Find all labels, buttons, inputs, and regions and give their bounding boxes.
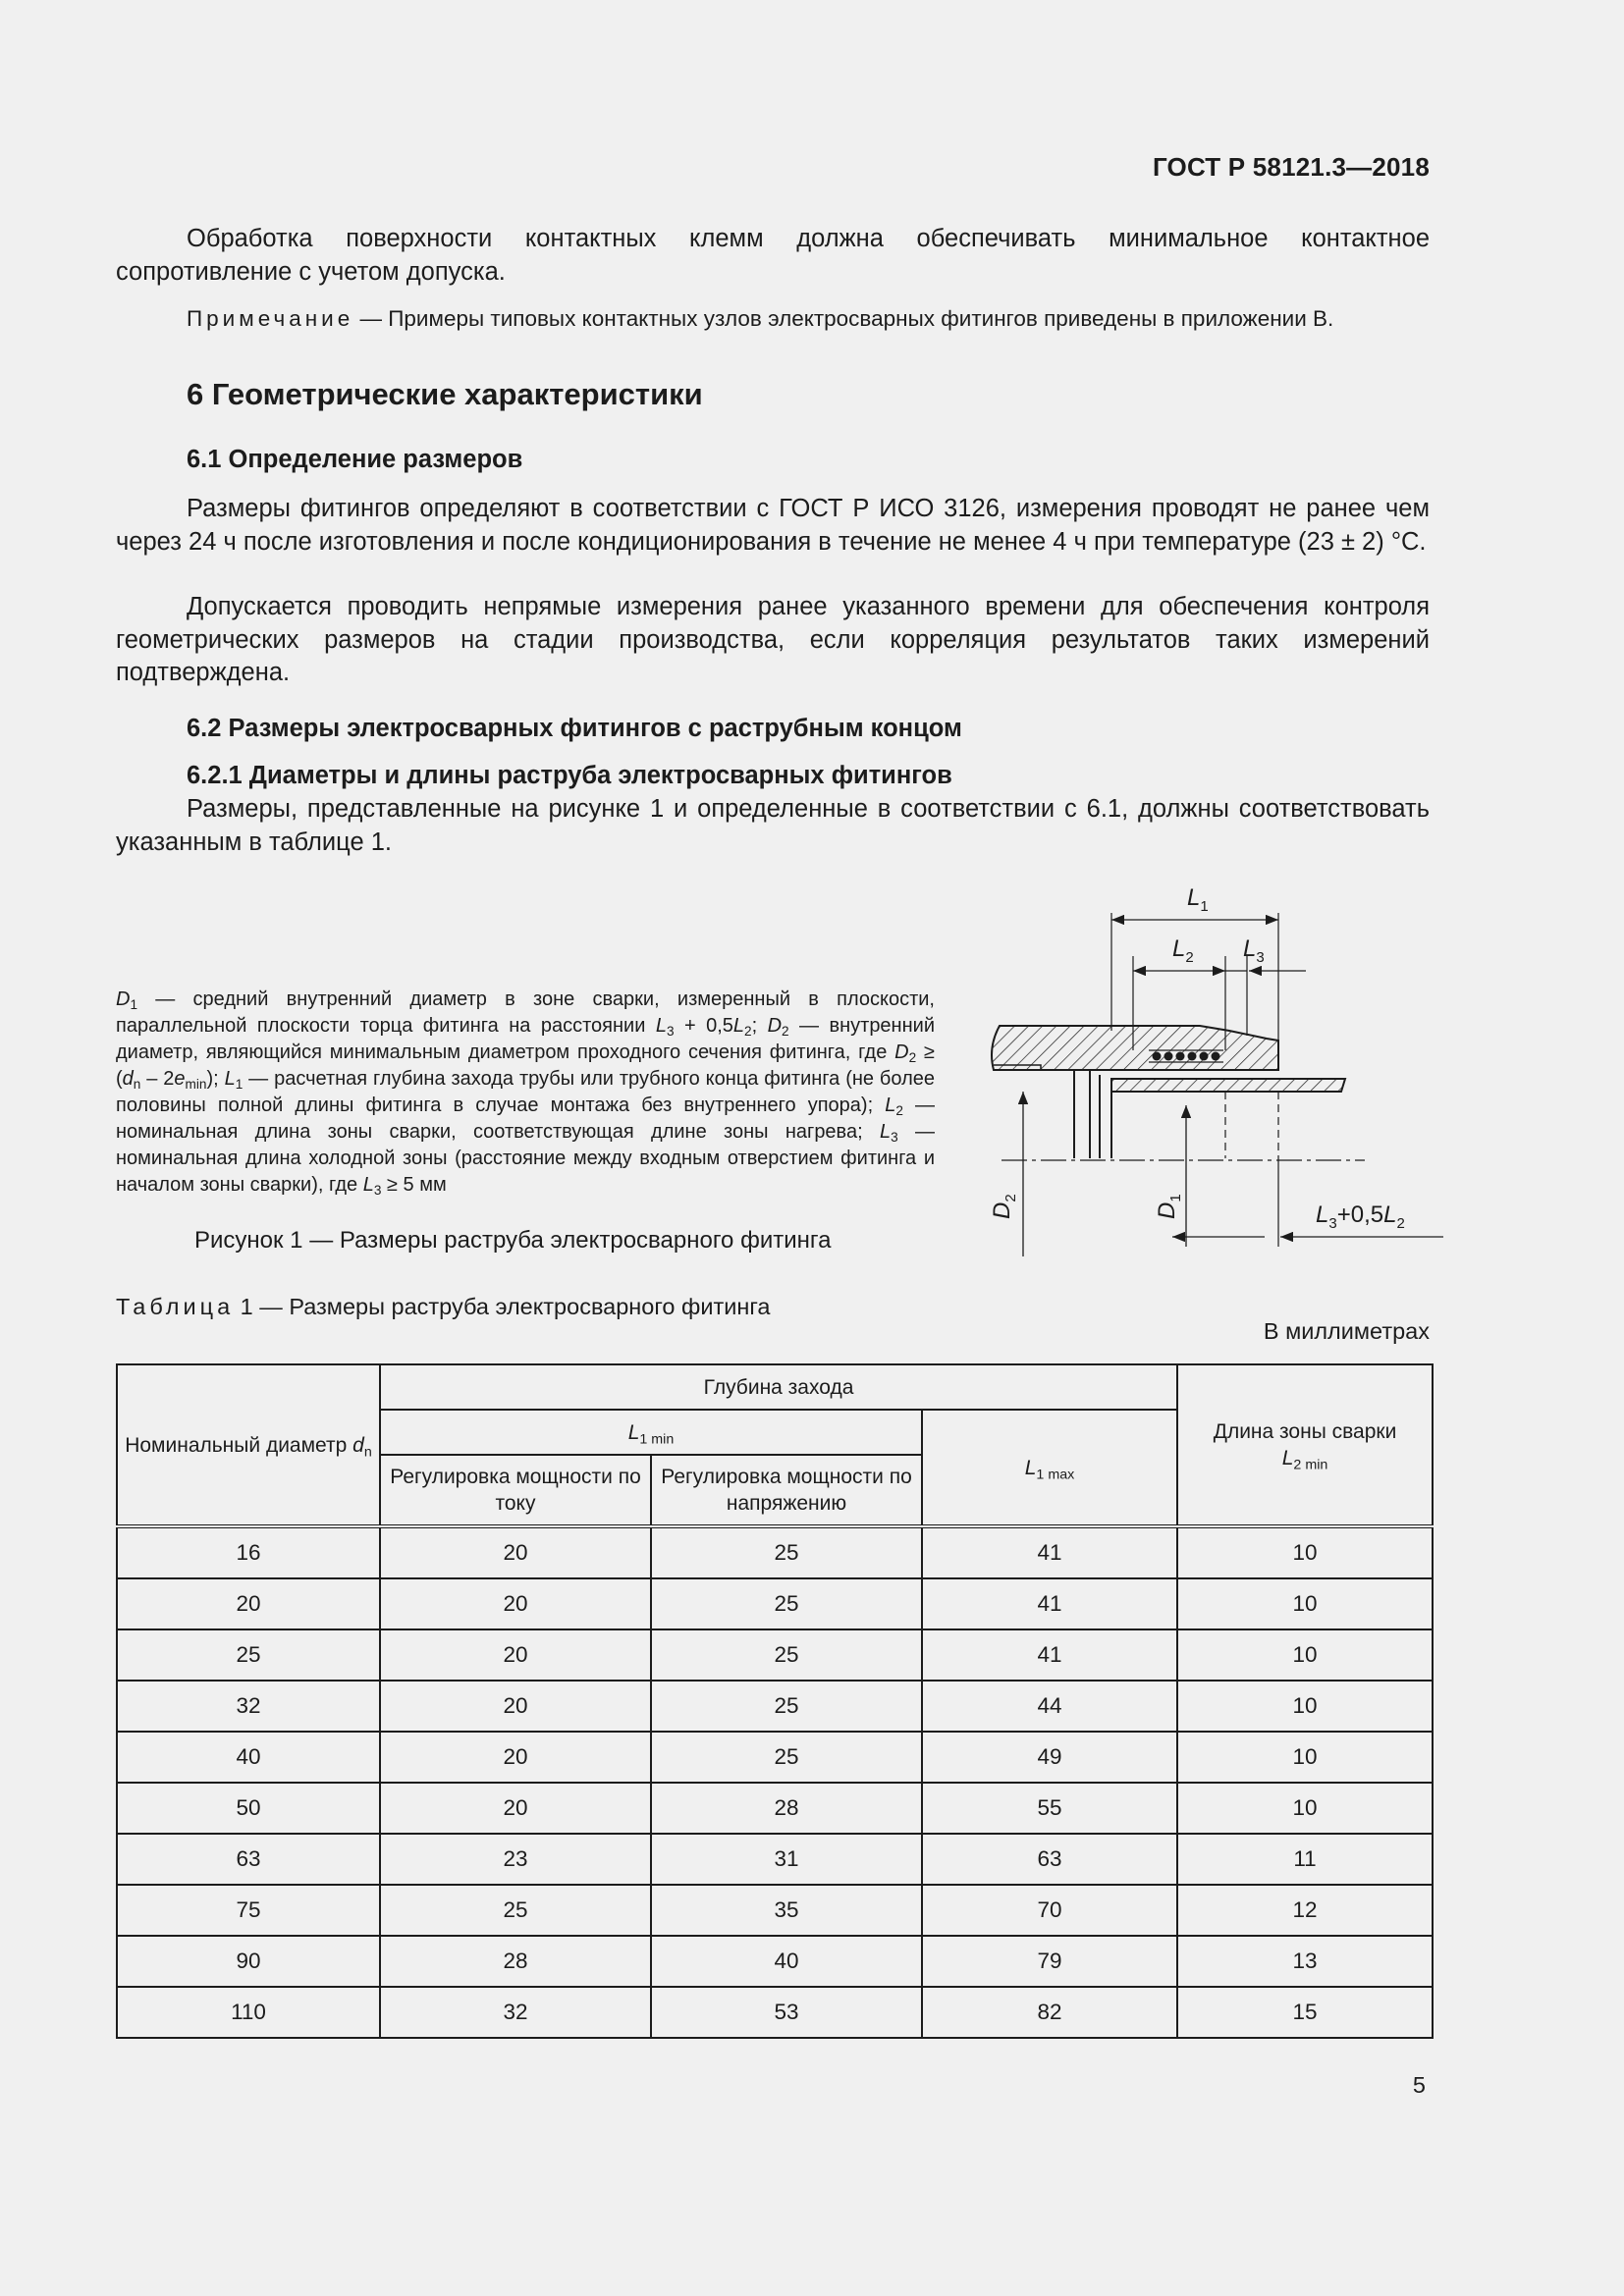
section-title: 6 Геометрические характеристики [187,377,703,411]
intro-paragraph: Обработка поверхности контактных клемм должна обеспечивать минимальное контактное сопротивление с учетом допуска. [116,225,1430,286]
table-row: 110 32 53 82 15 [117,1987,1433,2038]
table-row: 90 28 40 79 13 [117,1936,1433,1987]
label-l1: $L_1$ [1187,884,1209,915]
table-caption: Таблица 1 — Размеры раструба электросварного фитинга [116,1294,771,1319]
table-units: В миллиметрах [1263,1318,1430,1344]
page-number: 5 [1412,2072,1426,2098]
note-label: Примечание [187,306,354,331]
header-insertion-depth: Глубина захода [380,1364,1177,1410]
table-row: 20 20 25 41 10 [117,1578,1433,1629]
table-row: 75 25 35 70 12 [117,1885,1433,1936]
subsection-6-2-1-paragraph: Размеры, представленные на рисунке 1 и определенные в соответствии с 6.1, должны соответствовать указанным в таблице 1. [116,795,1430,856]
header-l1-min: $L_{1 min}$ [380,1410,922,1455]
label-l2: $L_2$ [1172,935,1194,966]
pipe [1111,1079,1345,1092]
label-l3-half-l2: $L_3+0,5L_2$ [1316,1201,1405,1232]
subsection-6-1-paragraph-1: Размеры фитингов определяют в соответствии с ГОСТ Р ИСО 3126, измерения проводят не ранее чем через 24 ч после изготовления и после кондиционирования в течение не менее 4 ч при температуре (23 ± 2) °С. [116,495,1430,556]
note-text: — Примеры типовых контактных узлов электросварных фитингов приведены в приложении В. [353,306,1334,331]
header-l1-max: $L_{1 max}$ [922,1410,1177,1526]
subsection-6-1-title: 6.1 Определение размеров [187,446,523,473]
header-nominal-diameter: Номинальный диаметр $d_n$ [117,1364,380,1526]
table-row: 63 23 31 63 11 [117,1834,1433,1885]
fitting-body [992,1026,1278,1070]
label-d2: $D_2$ [989,1194,1019,1219]
table-row: 32 20 25 44 10 [117,1681,1433,1732]
note [187,304,1430,334]
table-row: 40 20 25 49 10 [117,1732,1433,1783]
figure-legend: $D_1$ — средний внутренний диаметр в зоне сварки, измеренный в плоскости, параллельной плоскости торца фитинга на расстоянии $L_3 + 0,5L_2$; $D_2$ — внутренний диаметр, являющийся минимальным диаметром проходного сечения фитинга, где $D_2 \ge (d_n - 2e_{min})$; $L_1$ — расчетная глубина захода трубы или трубного конца фитинга (не более половины полной длины фитинга в случае монтажа без внутреннего упора); $L_2$ — номинальная длина зоны сварки, соответствующая длине зоны нагрева; $L_3$ — номинальная длина холодной зоны (расстояние между входным отверстием фитинга и началом зоны сварки), где $L_3 \ge 5$ мм [116,988,936,1199]
document-code: ГОСТ Р 58121.3—2018 [1152,152,1430,182]
table-row: 16 20 25 41 10 [117,1526,1433,1578]
table-row: 25 20 25 41 10 [117,1629,1433,1681]
header-weld-zone-length: Длина зоны сварки $L_{2 min}$ [1177,1364,1433,1526]
header-voltage-control: Регулировка мощности по напряжению [651,1455,922,1526]
subsection-6-2-1-title: 6.2.1 Диаметры и длины раструба электросварных фитингов [187,762,952,789]
label-d1: $D_1$ [1154,1194,1184,1219]
fitting-socket-drawing [972,874,1443,1256]
subsection-6-2-title: 6.2 Размеры электросварных фитингов с раструбным концом [187,715,962,742]
table-row: 50 20 28 55 10 [117,1783,1433,1834]
subsection-6-1-paragraph-2: Допускается проводить непрямые измерения ранее указанного времени для обеспечения контроля геометрических размеров на стадии производства, если корреляция результатов таких измерений подтверждена. [116,593,1430,686]
label-l3: $L_3$ [1243,935,1265,966]
dimensions-table [116,1363,1434,2039]
header-current-control: Регулировка мощности по току [380,1455,651,1526]
figure-caption: Рисунок 1 — Размеры раструба электросварного фитинга [194,1227,832,1254]
